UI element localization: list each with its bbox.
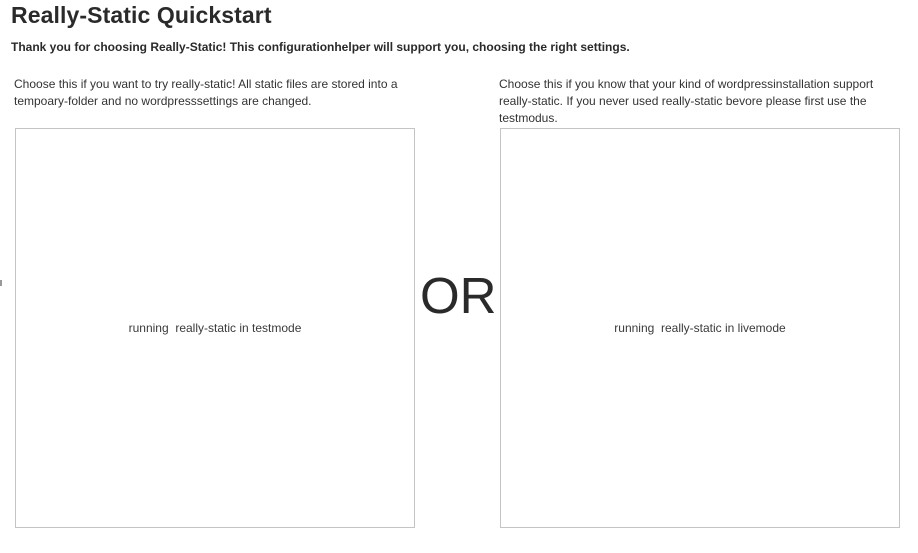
edge-marker: [0, 280, 2, 286]
page-title: Really-Static Quickstart: [11, 2, 272, 28]
testmode-column: [14, 76, 414, 110]
livemode-column: [499, 76, 899, 127]
livemode-button[interactable]: [500, 128, 900, 528]
or-separator: OR: [420, 267, 497, 324]
testmode-button-label: running really-static in testmode: [128, 321, 302, 335]
livemode-description: Choose this if you know that your kind of wordpressinstallation support really-static. If you never used really-static bevore please first use the testmodus.: [499, 77, 874, 125]
page-subtitle: Thank you for choosing Really-Static! This configurationhelper will support you, choosing the right settings.: [11, 40, 630, 54]
testmode-button[interactable]: [15, 128, 415, 528]
livemode-button-label: running really-static in livemode: [614, 321, 786, 335]
testmode-description: Choose this if you want to try really-static! All static files are stored into a tempoary-folder and no wordpresssettings are changed.: [14, 77, 398, 108]
